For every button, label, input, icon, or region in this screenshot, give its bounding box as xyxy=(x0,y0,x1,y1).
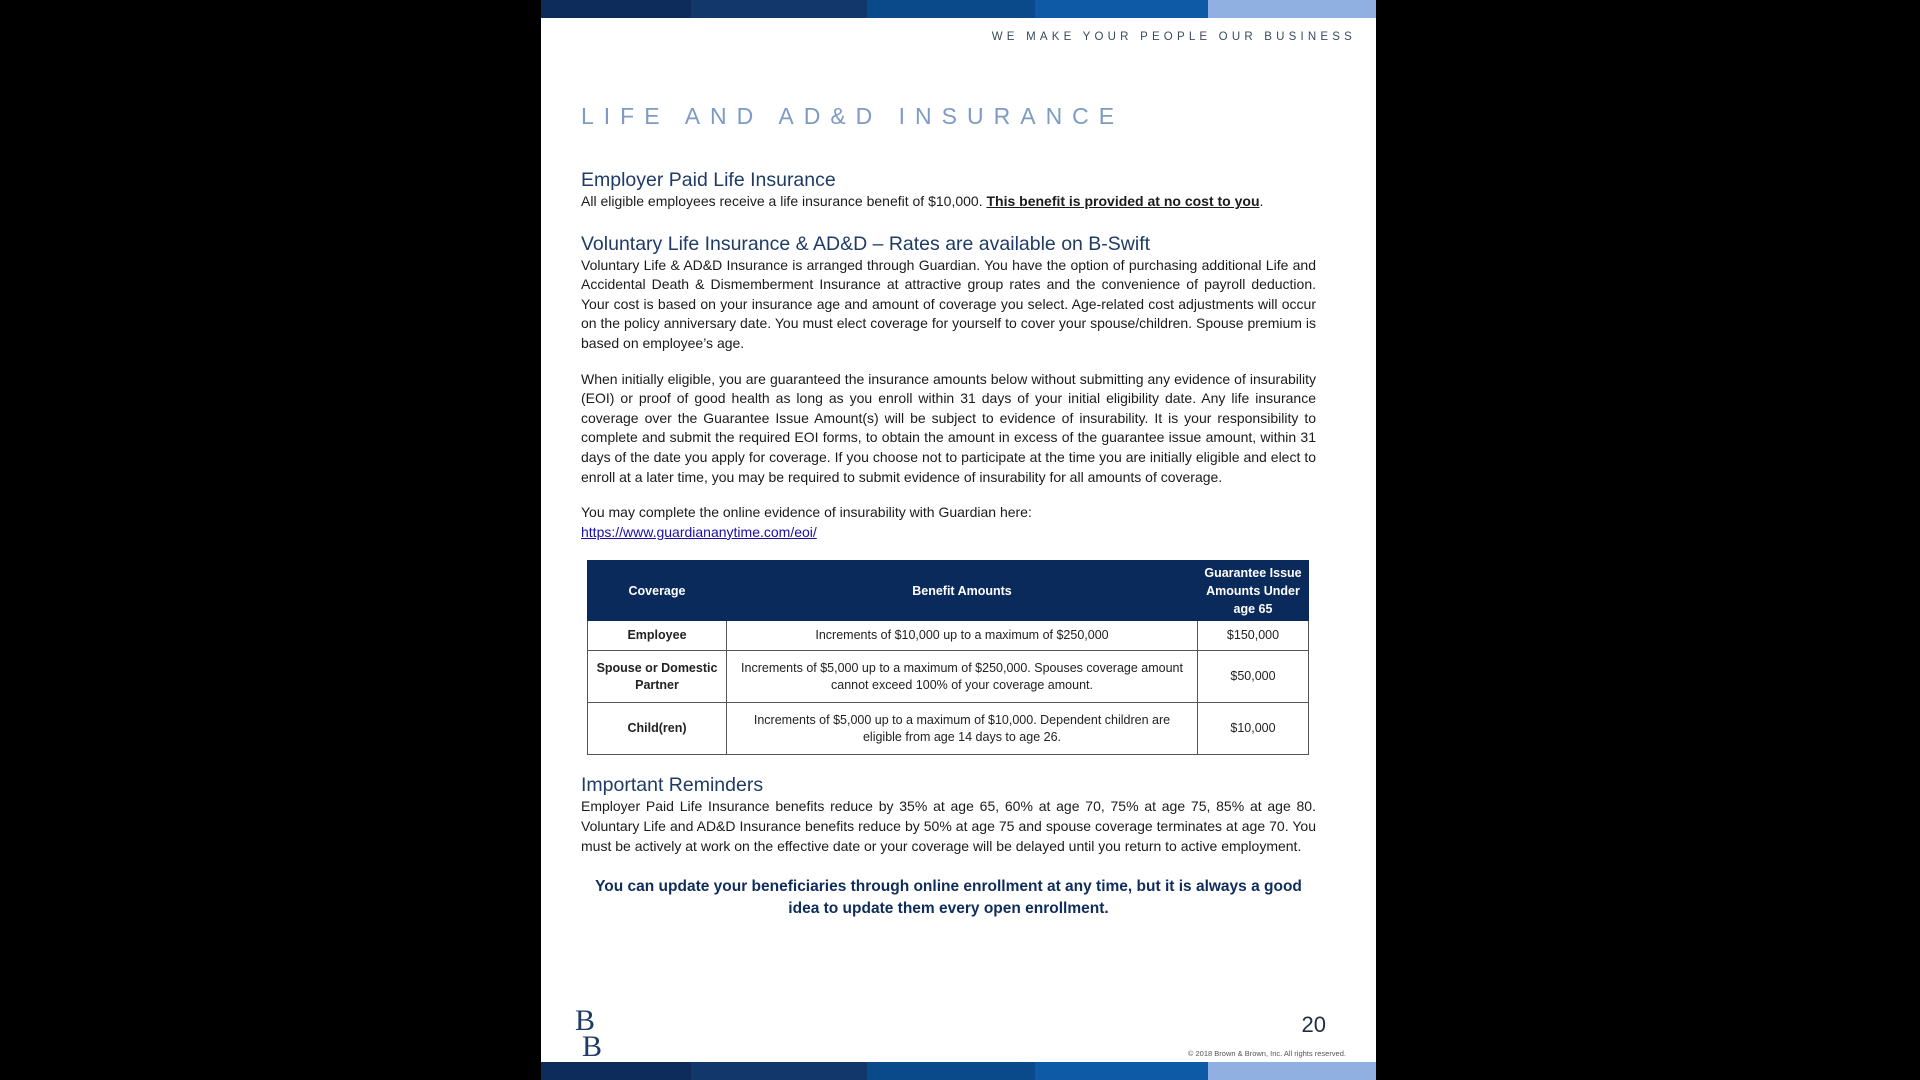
svg-text:B: B xyxy=(582,1030,603,1058)
cell-coverage: Spouse or Domestic Partner xyxy=(588,651,727,703)
brown-and-brown-logo xyxy=(573,1002,613,1058)
voluntary-paragraph-1: Voluntary Life & AD&D Insurance is arranged through Guardian. You have the option of purchasing additional Life and Accidental Death & Dismemberment Insurance at attractive group rates and the convenience of payroll deduction. Your cost is based on your insurance age and amount of coverage you select. Age-related cost adjustments will occur on the policy anniversary date. You must elect coverage for yourself to cover your spouse/children. Spouse premium is based on employee’s age. xyxy=(581,256,1316,351)
table-row xyxy=(588,621,1309,651)
cell-coverage: Child(ren) xyxy=(588,703,727,755)
copyright-text: © 2018 Brown & Brown, Inc. All rights reserved. xyxy=(1187,1049,1346,1058)
eoi-link[interactable]: https://www.guardiananytime.com/eoi/ xyxy=(581,523,817,540)
table-row xyxy=(588,703,1309,755)
reminders-paragraph: Employer Paid Life Insurance benefits reduce by 35% at age 65, 60% at age 70, 75% at age 75, 85% at age 80. Voluntary Life and AD&D Insurance benefits reduce by 50% at age 75 and spouse coverage terminates at age 70. You must be actively at work on the effective date or your coverage will be delayed until you return to active employment. xyxy=(581,798,1316,854)
cell-coverage: Employee xyxy=(588,621,727,651)
page-title: LIFE AND AD&D INSURANCE xyxy=(581,103,1125,129)
coverage-table xyxy=(587,560,1309,755)
bottom-color-bar xyxy=(541,1062,1376,1080)
table-header-row xyxy=(588,561,1309,621)
main-content xyxy=(581,168,1316,920)
beneficiary-callout: You can update your beneficiaries through online enrollment at any time, but it is always a good idea to update them every open enrollment. xyxy=(595,878,1302,918)
svg-text:B: B xyxy=(575,1004,596,1037)
employer-paid-heading: Employer Paid Life Insurance xyxy=(581,169,836,191)
employer-paid-text-after: . xyxy=(1259,193,1264,209)
top-color-bar xyxy=(541,0,1376,18)
header-benefit-amounts: Benefit Amounts xyxy=(727,561,1198,621)
cell-guarantee: $10,000 xyxy=(1198,703,1309,755)
document-page xyxy=(541,0,1376,1080)
page-number: 20 xyxy=(1301,1012,1326,1037)
cell-benefit: Increments of $5,000 up to a maximum of $10,000. Dependent children are eligible from age 14 days to age 26. xyxy=(727,703,1198,755)
cell-guarantee: $150,000 xyxy=(1198,621,1309,651)
tagline: WE MAKE YOUR PEOPLE OUR BUSINESS xyxy=(991,31,1356,43)
eoi-text: You may complete the online evidence of insurability with Guardian here: xyxy=(581,504,1032,521)
no-cost-emphasis: This benefit is provided at no cost to you xyxy=(986,193,1260,209)
cell-guarantee: $50,000 xyxy=(1198,651,1309,703)
employer-paid-text-before: All eligible employees receive a life insurance benefit of $10,000. xyxy=(581,193,987,209)
header-coverage: Coverage xyxy=(588,561,727,621)
table-row xyxy=(588,651,1309,703)
header-guarantee-issue: Guarantee Issue Amounts Under age 65 xyxy=(1198,561,1309,621)
cell-benefit: Increments of $5,000 up to a maximum of $250,000. Spouses coverage amount cannot exceed 100% of your coverage amount. xyxy=(727,651,1198,703)
voluntary-paragraph-2: When initially eligible, you are guaranteed the insurance amounts below without submitting any evidence of insurability (EOI) or proof of good health as long as you enroll within 31 days of your initial eligibility date. Any life insurance coverage over the Guarantee Issue Amount(s) will be subject to evidence of insurability. It is your responsibility to complete and submit the required EOI forms, to obtain the amount in excess of the guarantee issue amount, within 31 days of the date you apply for coverage. If you choose not to participate at the time you are initially eligible and elect to enroll at a later time, you may be required to submit evidence of insurability for all amounts of coverage. xyxy=(581,370,1316,485)
reminders-heading: Important Reminders xyxy=(581,774,764,797)
voluntary-heading: Voluntary Life Insurance & AD&D – Rates are available on B-Swift xyxy=(581,232,1151,255)
employer-paid-text xyxy=(581,192,1316,212)
cell-benefit: Increments of $10,000 up to a maximum of $250,000 xyxy=(727,621,1198,651)
